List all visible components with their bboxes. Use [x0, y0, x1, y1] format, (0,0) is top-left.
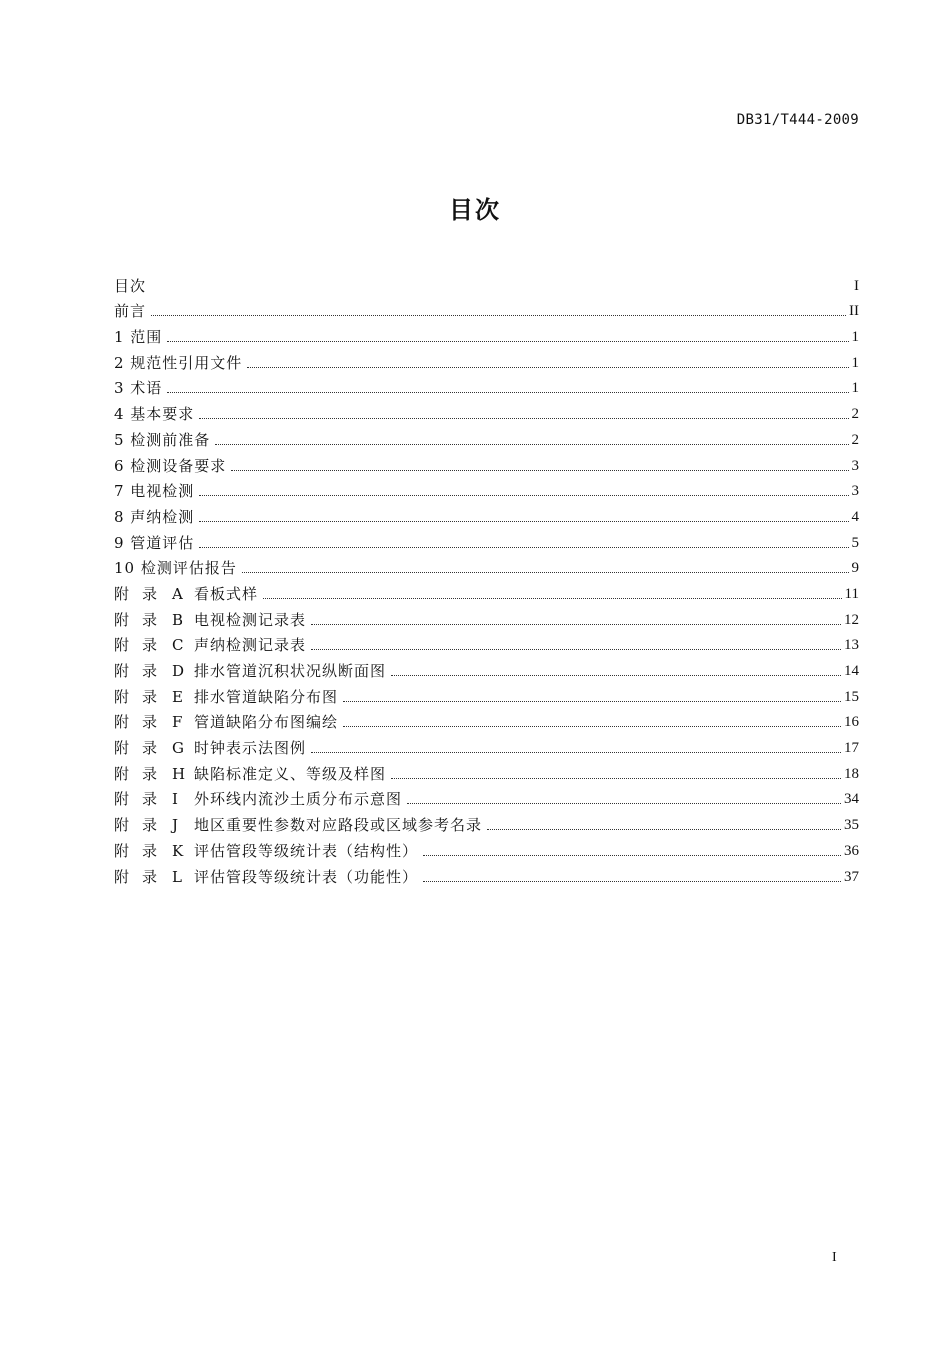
toc-entry-page: 1 — [851, 354, 859, 371]
toc-entry[interactable] — [114, 321, 859, 347]
toc-entry-title: 4 基本要求 — [114, 405, 195, 424]
toc-entry-title: 9 管道评估 — [114, 533, 195, 552]
toc-entry-page: 2 — [851, 406, 859, 423]
appendix-word-1: 附 — [114, 584, 131, 603]
toc-entry-title: 6 检测设备要求 — [114, 456, 227, 475]
appendix-word-2: 录 — [142, 584, 159, 603]
appendix-word-2: 录 — [142, 764, 159, 783]
toc-entry-page: 37 — [844, 868, 859, 885]
appendix-letter: K — [172, 841, 185, 860]
toc-entry-page: 1 — [851, 329, 859, 346]
toc-entry-title — [114, 790, 404, 809]
dot-leader — [391, 778, 841, 779]
toc-entry-title: 8 声纳检测 — [114, 507, 195, 526]
toc-entry-title — [114, 765, 388, 784]
toc-entry-page: 3 — [851, 457, 859, 474]
appendix-title: 地区重要性参数对应路段或区域参考名录 — [194, 816, 483, 835]
toc-entry-title — [114, 842, 420, 861]
appendix-letter: J — [172, 816, 180, 835]
appendix-title: 看板式样 — [194, 584, 259, 603]
toc-entry-title — [114, 662, 388, 681]
toc-entry[interactable] — [114, 681, 859, 707]
toc-entry[interactable] — [114, 373, 859, 399]
appendix-title: 电视检测记录表 — [194, 610, 307, 629]
toc-entry-page: 36 — [844, 842, 859, 859]
appendix-letter: L — [172, 867, 183, 886]
appendix-letter: I — [172, 790, 179, 809]
toc-entry-title — [114, 816, 484, 835]
toc-entry-title — [114, 739, 308, 758]
appendix-word-1: 附 — [114, 790, 131, 809]
toc-entry-page: 9 — [851, 560, 859, 577]
toc-entry[interactable] — [114, 758, 859, 784]
toc-entry-page: 14 — [844, 663, 859, 679]
appendix-title: 排水管道沉积状况纵断面图 — [194, 662, 387, 680]
appendix-word-1: 附 — [114, 867, 131, 886]
toc-entry[interactable] — [114, 784, 859, 810]
appendix-word-2: 录 — [142, 636, 159, 655]
toc-entry[interactable] — [114, 424, 859, 450]
toc-entry[interactable] — [114, 835, 859, 861]
appendix-word-2: 录 — [142, 739, 159, 758]
appendix-word-1: 附 — [114, 764, 131, 783]
appendix-word-2: 录 — [142, 610, 159, 629]
appendix-letter: H — [172, 764, 187, 783]
dot-leader — [311, 649, 841, 650]
toc-entry-page: 13 — [844, 637, 859, 654]
appendix-word-1: 附 — [114, 610, 131, 629]
appendix-title: 管道缺陷分布图编绘 — [194, 713, 339, 732]
toc-entry[interactable] — [114, 732, 859, 758]
appendix-title: 排水管道缺陷分布图 — [194, 687, 339, 706]
dot-leader — [215, 444, 848, 445]
appendix-word-2: 录 — [142, 841, 159, 860]
appendix-word-1: 附 — [114, 841, 131, 860]
toc-entry[interactable] — [114, 630, 859, 656]
toc-entry-title — [114, 585, 260, 604]
appendix-word-1: 附 — [114, 713, 131, 732]
toc-entry-title — [114, 868, 420, 887]
dot-leader — [423, 881, 841, 882]
toc-entry-title — [114, 611, 308, 630]
dot-leader — [407, 803, 841, 804]
appendix-letter: A — [172, 584, 184, 603]
toc-entry[interactable] — [114, 450, 859, 476]
appendix-word-2: 录 — [142, 713, 159, 732]
appendix-title: 缺陷标准定义、等级及样图 — [194, 764, 387, 783]
dot-leader — [167, 341, 848, 342]
toc-entry-title: 7 电视检测 — [114, 482, 195, 501]
toc-entry-page: 16 — [844, 714, 859, 731]
appendix-title: 声纳检测记录表 — [194, 636, 307, 655]
toc-entry-page: II — [849, 303, 859, 320]
appendix-title: 评估管段等级统计表（结构性） — [194, 841, 419, 860]
toc-entry-title: 10 检测评估报告 — [114, 559, 237, 578]
dot-leader — [167, 392, 848, 393]
appendix-word-1: 附 — [114, 816, 131, 835]
toc-entry[interactable] — [114, 296, 859, 322]
toc-entry[interactable] — [114, 707, 859, 733]
toc-entry[interactable] — [114, 398, 859, 424]
appendix-word-1: 附 — [114, 739, 131, 758]
appendix-word-1: 附 — [114, 636, 131, 655]
dot-leader — [263, 598, 842, 599]
dot-leader — [199, 495, 848, 496]
appendix-letter: E — [172, 687, 184, 706]
toc-entry[interactable] — [114, 501, 859, 527]
appendix-letter: G — [172, 739, 185, 758]
dot-leader — [487, 829, 841, 830]
toc-entry-title: 2 规范性引用文件 — [114, 353, 243, 372]
dot-leader — [423, 855, 841, 856]
toc-entry-page: I — [854, 277, 859, 294]
appendix-word-2: 录 — [142, 687, 159, 706]
toc-entry-title — [114, 713, 340, 732]
dot-leader — [391, 675, 841, 676]
toc-entry-page: 5 — [851, 534, 859, 551]
appendix-title: 外环线内流沙土质分布示意图 — [194, 790, 403, 809]
dot-leader — [199, 521, 848, 522]
toc-entry[interactable] — [114, 655, 859, 681]
toc-entry-page: 3 — [851, 483, 859, 500]
appendix-letter: D — [172, 662, 186, 680]
toc-entry[interactable] — [114, 553, 859, 579]
appendix-word-2: 录 — [142, 816, 159, 835]
appendix-title: 评估管段等级统计表（功能性） — [194, 867, 419, 886]
toc-entry-page: 17 — [844, 740, 859, 757]
toc-entry[interactable] — [114, 527, 859, 553]
toc-entry-title: 1 范围 — [114, 328, 163, 347]
dot-leader — [199, 547, 848, 548]
appendix-word-2: 录 — [142, 790, 159, 809]
appendix-letter: B — [172, 610, 185, 629]
dot-leader — [343, 726, 841, 727]
dot-leader — [231, 470, 848, 471]
toc-entry-page: 18 — [844, 765, 859, 782]
dot-leader — [311, 752, 841, 753]
appendix-letter: F — [172, 713, 184, 732]
document-code: DB31/T444-2009 — [736, 112, 859, 128]
dot-leader — [247, 367, 848, 368]
dot-leader — [242, 572, 849, 573]
toc-entry-title — [114, 688, 340, 707]
toc-entry[interactable] — [114, 476, 859, 502]
appendix-word-2: 录 — [142, 662, 159, 680]
toc-entry-page: 2 — [851, 431, 859, 448]
toc-entry-page: 11 — [844, 585, 859, 602]
toc-entry-page: 12 — [844, 611, 859, 628]
toc-entry-title: 5 检测前准备 — [114, 430, 211, 449]
toc-entry-page: 34 — [844, 791, 859, 808]
toc-entry-title: 3 术语 — [114, 379, 163, 398]
toc-entry-title: 目次 — [114, 276, 147, 295]
appendix-word-1: 附 — [114, 662, 131, 680]
toc-entry-page: 4 — [851, 508, 859, 525]
toc-entry[interactable] — [114, 604, 859, 630]
dot-leader — [311, 624, 841, 625]
toc-entry[interactable] — [114, 861, 859, 887]
toc-entry-title: 前言 — [114, 302, 147, 321]
toc-entry-page: 35 — [844, 817, 859, 834]
toc-entry-title — [114, 636, 308, 655]
appendix-letter: C — [172, 636, 185, 655]
appendix-word-2: 录 — [142, 867, 159, 886]
dot-leader — [151, 315, 846, 316]
dot-leader — [199, 418, 848, 419]
toc-entry-page: 1 — [851, 380, 859, 397]
toc-entry[interactable] — [114, 809, 859, 835]
page-title: 目次 — [449, 196, 501, 224]
page-number: I — [832, 1250, 837, 1265]
appendix-word-1: 附 — [114, 687, 131, 706]
toc-entry-page: 15 — [844, 688, 859, 705]
toc-entry[interactable] — [114, 270, 859, 296]
toc-entry[interactable] — [114, 347, 859, 373]
appendix-title: 时钟表示法图例 — [194, 739, 307, 758]
toc-entry[interactable] — [114, 578, 859, 604]
dot-leader — [343, 701, 841, 702]
table-of-contents — [114, 270, 859, 887]
